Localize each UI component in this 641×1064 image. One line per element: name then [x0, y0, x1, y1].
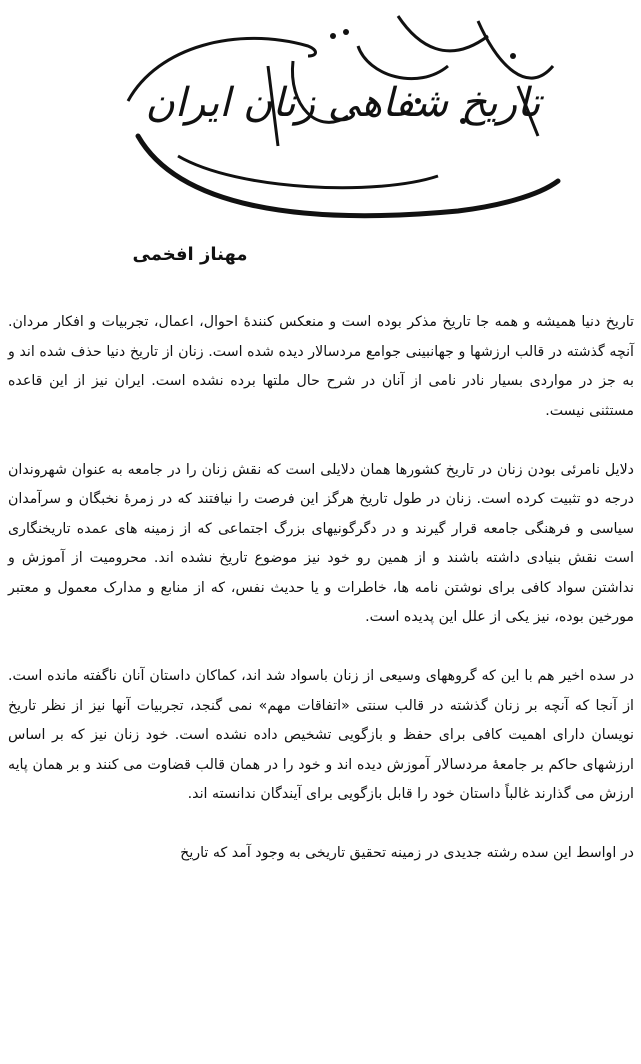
- calligraphic-title: [118, 6, 568, 231]
- calligraphy-art: [118, 6, 568, 231]
- article-body: [8, 308, 634, 869]
- paragraph-1: تاریخ دنیا همیشه و همه جا تاریخ مذکر بوده است و منعکس کنندهٔ احوال، اعمال، تجربیات و افکار مردان. آنچه گذشته در قالب ارزشها و جهانبینی جوامع مردسالار دیده شده است. زنان از تاریخ دنیا حذف شده اند و به جز در مواردی بسیار نادر نامی از آنان در شرح حال ملتها برده نشده است. ایران نیز از این قاعده مستثنی نیست.: [8, 314, 634, 419]
- paragraph-2: دلایل نامرئی بودن زنان در تاریخ کشورها همان دلایلی است که نقش زنان را در جامعه به عنوان شهروندان درجه دو تثبیت کرده است. زنان در طول تاریخ هرگز این فرصت را نیافتند که در زمرهٔ نخبگان و سرآمدان سیاسی و فرهنگی جامعه قرار گیرند و در دگرگونیهای بزرگ اجتماعی که از زمینه های عمده تاریخنگاری است نقش بنیادی داشته باشند و از همین رو خود نیز موضوع تاریخ نشده اند. محرومیت از آموزش و نداشتن سواد کافی برای نوشتن نامه ها، خاطرات و یا حدیث نفس، که از منابع و مدارک معمول و معتبر مورخین بوده، نیز یکی از علل این پدیده است.: [8, 461, 634, 625]
- paragraph-4: در اواسط این سده رشته جدیدی در زمینه تحقیق تاریخی به وجود آمد که تاریخ: [180, 845, 634, 861]
- paragraph-3: در سده اخیر هم با این که گروههای وسیعی از زنان باسواد شد اند، کماکان داستان آنان ناگفته مانده است. از آنجا که آنچه بر زنان گذشته در قالب سنتی «اتفاقات مهم» نمی گنجد، تجربیات آنها نیز از نظر تاریخ نویسان دارای اهمیت کافی برای حفظ و بازگویی تشخیص داده نشده است. خود زنان نیز که بر اساس ارزشهای حاکم بر جامعهٔ مردسالار آموزش دیده اند و خود را در همان قالب قضاوت می کنند و بر همان پایه ارزش می گذارند غالباً داستان خود را قابل بازگویی برای آیندگان ندانسته اند.: [8, 668, 634, 802]
- title-text: تاریخ شفاهی زنان ایران: [145, 80, 541, 126]
- author-name: مهناز افخمی: [132, 244, 248, 265]
